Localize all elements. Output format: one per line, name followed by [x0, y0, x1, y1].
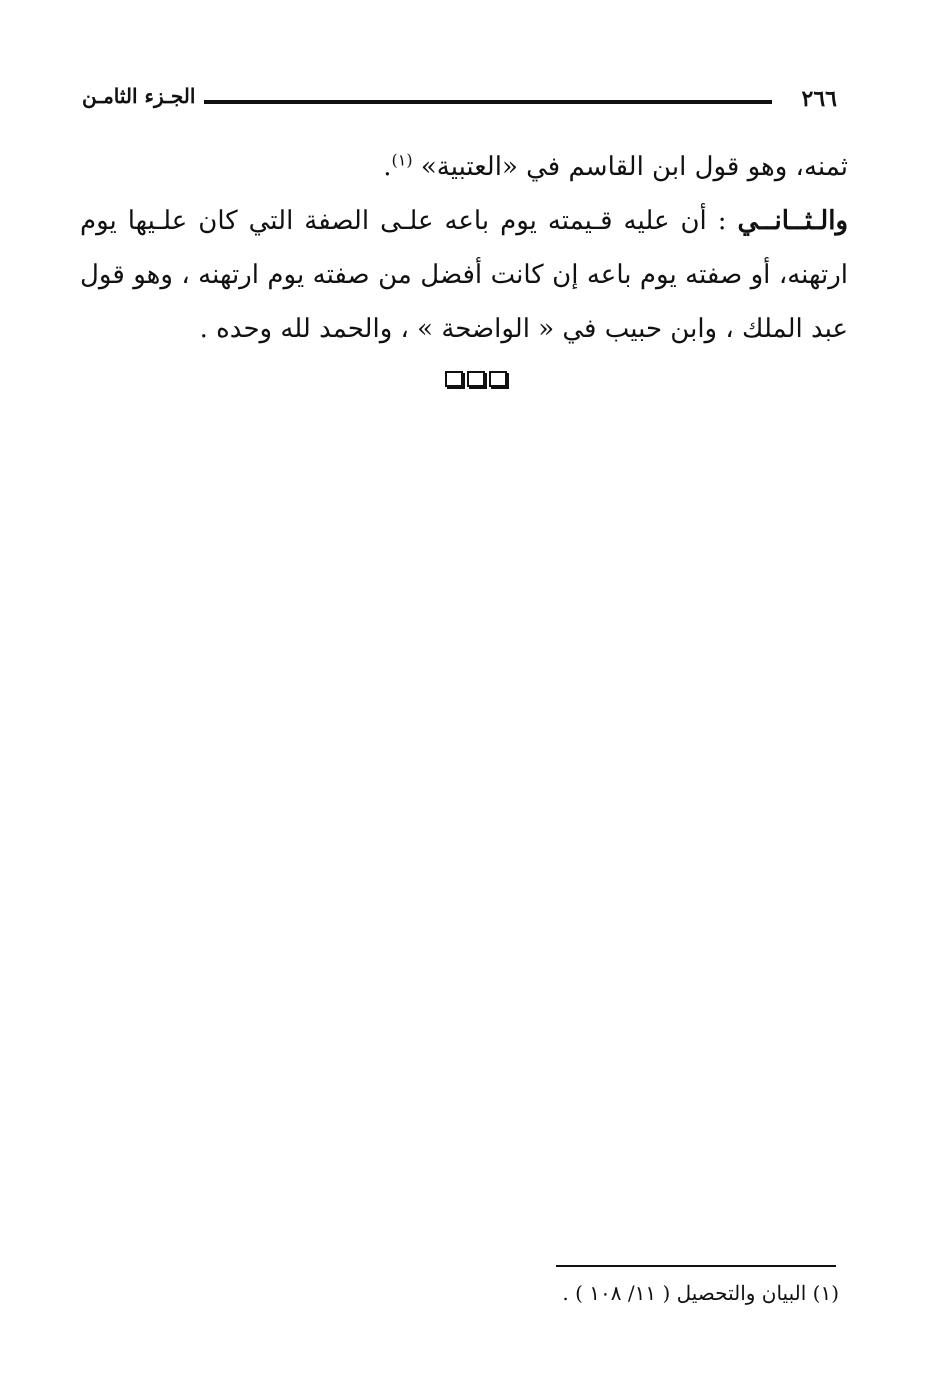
paragraph-1-text: ثمنه، وهو قول ابن القاسم في «العتبية»	[420, 152, 848, 182]
running-header	[82, 78, 847, 118]
paragraph-1	[80, 140, 848, 194]
footnote-reference: (١)	[391, 150, 413, 170]
page-number: ٢٦٦	[801, 86, 837, 112]
paragraph-1-end: .	[383, 152, 392, 182]
header-rule	[204, 100, 772, 104]
paragraph-2-lead-word: والـثــانــي	[737, 206, 849, 236]
ornament-box-icon	[467, 371, 485, 387]
paragraph-2-text: : أن عليه قـيمته يوم باعه علـى الصفة التي كان علـيها يوم ارتهنه، أو صفته يوم باعه إن كانت أفضل من صفته يوم ارتهنه ، وهو قول عبد الملك ، وابن حبيب في « الواضحة » ، والحمد لله وحده .	[80, 206, 848, 344]
ornament-box-icon	[489, 371, 507, 387]
section-end-ornament	[0, 368, 951, 387]
footnote-1: (١) البيان والتحصيل ( ١١/ ١٠٨ ) .	[562, 1281, 839, 1305]
paragraph-2	[80, 194, 848, 356]
running-title: الجـزء الثامـن	[82, 84, 196, 108]
ornament-box-icon	[445, 371, 463, 387]
main-text	[80, 140, 848, 356]
footnote-separator	[556, 1265, 836, 1267]
